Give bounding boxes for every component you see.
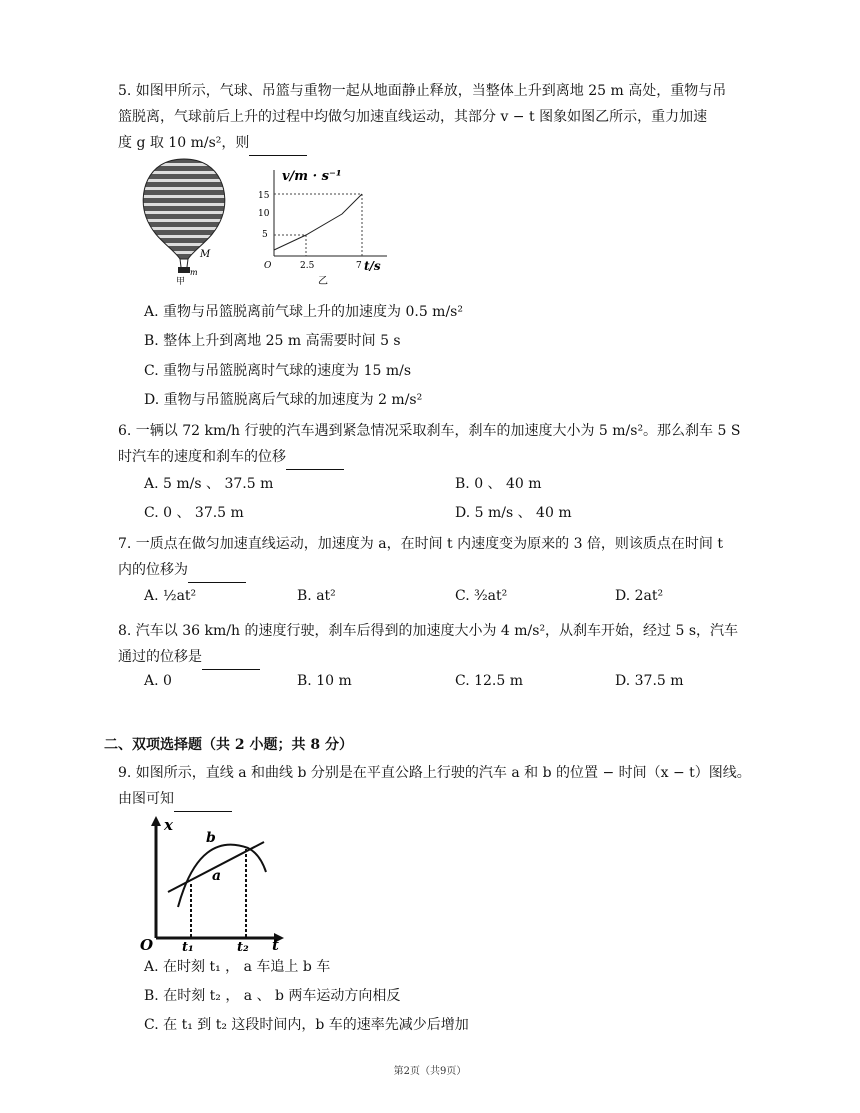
x-arrow: [151, 816, 161, 826]
q9-text-line1: 9. 如图所示，直线 a 和曲线 b 分别是在平直公路上行驶的汽车 a 和 b 的位置 − 时间（x − t）图线。: [118, 765, 751, 781]
answer-blank: [202, 655, 260, 670]
x-tick-2.5: 2.5: [300, 261, 315, 271]
label-t1: t₁: [182, 940, 194, 952]
vt-graph: [252, 158, 402, 286]
x-label: x: [164, 816, 173, 834]
label-M: M: [200, 249, 211, 260]
section-heading-2: 二、双项选择题（共 2 小题；共 8 分）: [104, 737, 353, 753]
q6-option-c[interactable]: C. 0 、 37.5 m: [144, 505, 244, 521]
label-jia: 甲: [176, 277, 186, 285]
q7-option-c[interactable]: C. ³⁄₂at²: [455, 588, 508, 604]
xt-graph: [138, 812, 288, 952]
q8-text2: 通过的位移是: [118, 649, 202, 665]
y-tick-10: 10: [258, 209, 270, 219]
q5-text3: 度 g 取 10 m/s²，则: [118, 135, 250, 151]
t-label: t: [272, 936, 279, 952]
q6-option-d[interactable]: D. 5 m/s 、 40 m: [455, 505, 572, 521]
q7-text2: 内的位移为: [118, 562, 188, 578]
q8-text-line1: 8. 汽车以 36 km/h 的速度行驶，刹车后得到的加速度大小为 4 m/s²，从刹车开始，经过 5 s，汽车: [118, 623, 739, 639]
q8-option-d[interactable]: D. 37.5 m: [615, 673, 684, 689]
q7-option-d[interactable]: D. 2at²: [615, 588, 664, 604]
q7-option-a[interactable]: A. ½at²: [144, 588, 197, 604]
page-footer: 第2页（共9页）: [393, 1066, 467, 1077]
answer-blank: [286, 455, 344, 470]
q7-option-b[interactable]: B. at²: [297, 588, 336, 604]
answer-blank: [249, 141, 307, 156]
balloon-figure: [136, 155, 232, 285]
q8-option-c[interactable]: C. 12.5 m: [455, 673, 524, 689]
q5-option-c[interactable]: C. 重物与吊篮脱离时气球的速度为 15 m/s: [144, 363, 412, 379]
label-a: a: [212, 868, 222, 884]
q7-text-line2: [118, 557, 768, 583]
q6-text-line1: 6. 一辆以 72 km/h 行驶的汽车遇到紧急情况采取刹车，刹车的加速度大小为 5 m/s²。那么刹车 5 S: [118, 423, 741, 439]
label-b: b: [206, 830, 216, 846]
x-tick-7: 7: [356, 261, 362, 271]
q5-option-a[interactable]: A. 重物与吊篮脱离前气球上升的加速度为 0.5 m/s²: [144, 304, 463, 320]
q8-text-line2: [118, 644, 768, 670]
q5-text-line2: 篮脱离，气球前后上升的过程中均做匀加速直线运动，其部分 v − t 图象如图乙所示，重力加速: [118, 109, 708, 125]
label-m: m: [190, 268, 198, 277]
graph-name-yi: 乙: [318, 276, 328, 286]
q7-text-line1: 7. 一质点在做匀加速直线运动，加速度为 a，在时间 t 内速度变为原来的 3 倍，则该质点在时间 t: [118, 536, 724, 552]
q5-text-line1: 5. 如图甲所示，气球、吊篮与重物一起从地面静止释放，当整体上升到离地 25 m 高处，重物与吊: [118, 83, 727, 99]
y-tick-15: 15: [258, 191, 270, 201]
q9-option-a[interactable]: A. 在时刻 t₁ ， a 车追上 b 车: [144, 959, 331, 975]
q5-text-line3: [118, 130, 768, 156]
q6-text2: 时汽车的速度和刹车的位移: [118, 449, 286, 465]
q9-option-b[interactable]: B. 在时刻 t₂ ， a 、 b 两车运动方向相反: [144, 988, 401, 1004]
q5-option-d[interactable]: D. 重物与吊篮脱离后气球的加速度为 2 m/s²: [144, 392, 423, 408]
q5-option-b[interactable]: B. 整体上升到离地 25 m 高需要时间 5 s: [144, 333, 401, 349]
origin-label: O: [140, 936, 154, 952]
q8-option-a[interactable]: A. 0: [144, 673, 172, 689]
q9-text-line2: [118, 786, 768, 812]
q9-option-c[interactable]: C. 在 t₁ 到 t₂ 这段时间内，b 车的速率先减少后增加: [144, 1017, 469, 1033]
curve-b: [178, 845, 266, 907]
y-axis-label: v/m · s⁻¹: [282, 169, 342, 184]
answer-blank: [188, 568, 246, 583]
x-axis-label: t/s: [364, 259, 381, 273]
q6-option-a[interactable]: A. 5 m/s 、 37.5 m: [144, 476, 274, 492]
q9-text2: 由图可知: [118, 791, 174, 807]
label-t2: t₂: [237, 940, 249, 952]
q6-option-b[interactable]: B. 0 、 40 m: [455, 476, 542, 492]
q8-option-b[interactable]: B. 10 m: [297, 673, 352, 689]
vt-line: [274, 194, 362, 250]
q6-text-line2: [118, 444, 768, 470]
y-tick-5: 5: [262, 230, 268, 240]
origin-label: O: [264, 261, 272, 271]
answer-blank: [174, 797, 232, 812]
